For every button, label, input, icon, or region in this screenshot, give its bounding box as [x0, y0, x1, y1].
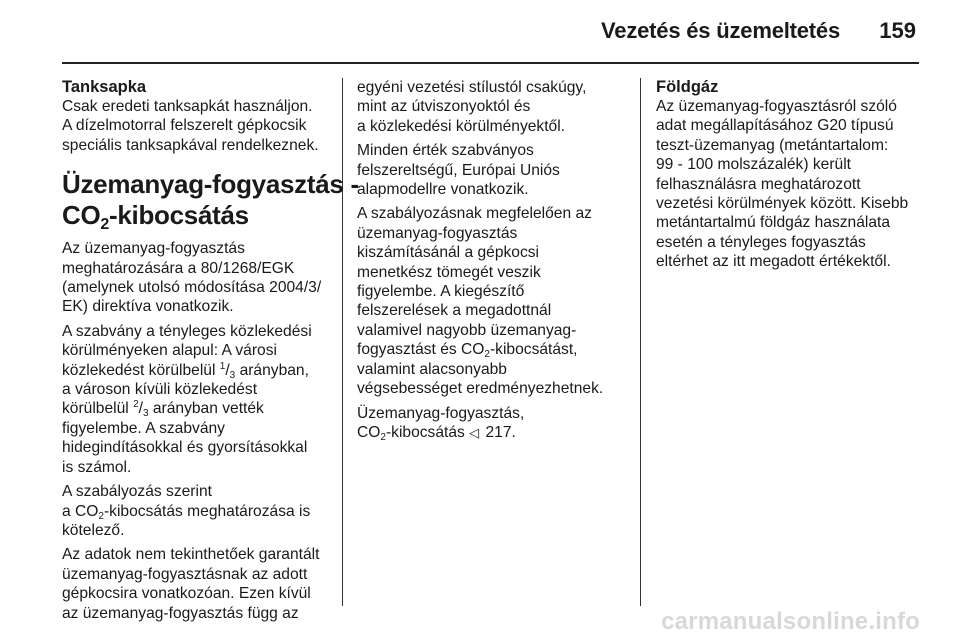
text-line: menetkész tömegét veszik [357, 263, 541, 281]
paragraph-values [357, 141, 627, 199]
paragraph-calculation [357, 204, 627, 398]
heading-co: CO [62, 200, 101, 231]
text-line: gépkocsira vonatkozóan. Ezen kívül [62, 585, 311, 603]
heading-line-1: Üzemanyag-fogyasztás - [62, 169, 359, 200]
text-line: üzemanyag-fogyasztásnak az adott [62, 565, 308, 583]
text-line: mint az útviszonyoktól és [357, 98, 531, 116]
site-watermark: carmanualsonline.info [661, 608, 920, 635]
text-line: Az adatok nem tekinthetőek garantált [62, 546, 320, 564]
text-line: is számol. [62, 458, 132, 476]
subscript: 2 [484, 349, 490, 361]
text-fragment: CO [357, 423, 381, 441]
column-divider-1 [342, 78, 343, 606]
text-line: felszerelések a megadottnál [357, 302, 552, 320]
text-line: Minden érték szabványos [357, 142, 534, 160]
fraction-slash: / [225, 361, 230, 379]
text-line: Üzemanyag-fogyasztás, [357, 404, 525, 422]
heading-rest: -kibocsátás [109, 200, 249, 231]
subscript: 2 [98, 510, 104, 522]
paragraph-cross-reference [357, 404, 627, 443]
text-line: Csak eredeti tanksapkát használjon. [62, 98, 313, 115]
column-3 [656, 78, 924, 277]
text-line: hidegindításokkal és gyorsításokkal [62, 439, 308, 457]
paragraph-regulation [62, 482, 334, 540]
header-divider [62, 62, 919, 64]
text-line [357, 341, 578, 361]
text-line: EK) direktíva vonatkozik. [62, 298, 234, 316]
paragraph-tanksapka [62, 97, 334, 155]
text-fragment: -kibocsátás meghatározása is [103, 502, 311, 520]
text-line: meghatározására a 80/1268/EGK [62, 259, 295, 277]
reference-page: 217. [481, 423, 516, 441]
text-line: A szabvány a tényleges közlekedési [62, 322, 312, 340]
subscript: 2 [380, 431, 386, 443]
text-line: eltérhet az itt megadott értékektől. [656, 253, 891, 271]
text-line: vezetési körülmények között. Kisebb [656, 195, 909, 213]
heading-subscript: 2 [100, 216, 110, 234]
text-line: A dízelmotorral felszerelt gépkocsik [62, 117, 307, 135]
text-line: valamivel nagyobb üzemanyag- [357, 321, 577, 339]
text-line: speciális tanksapkával rendelkeznek. [62, 136, 319, 154]
text-line: figyelembe. A kiegészítő [357, 283, 525, 301]
text-line: teszt-üzemanyag (metántartalom: [656, 136, 889, 154]
text-fragment: közlekedést körülbelül [62, 361, 220, 379]
text-line: Az üzemanyag-fogyasztás [62, 240, 245, 258]
text-fragment: a CO [62, 502, 99, 520]
text-line [62, 362, 309, 379]
text-fragment: arányban, [235, 361, 309, 379]
paragraph-continuation [357, 78, 627, 136]
cross-reference-link[interactable] [357, 424, 516, 441]
text-line: esetén a tényleges fogyasztás [656, 233, 866, 251]
fraction-slash: / [138, 400, 143, 418]
text-line: üzemanyag-fogyasztás [357, 224, 518, 242]
paragraph-disclaimer [62, 545, 334, 623]
page-reference-icon: ◁ [469, 424, 480, 440]
page-header-title: Vezetés és üzemeltetés [601, 18, 840, 43]
column-2 [357, 78, 627, 447]
text-line: adat megállapításához G20 típusú [656, 117, 894, 135]
fraction-numerator: 1 [219, 360, 226, 372]
text-fragment: arányban vették [148, 400, 264, 418]
text-line: kötelező. [62, 521, 125, 539]
text-line: alapmodellre vonatkozik. [357, 181, 529, 199]
text-line [62, 399, 264, 420]
column-divider-2 [640, 78, 641, 606]
text-line: az üzemanyag-fogyasztás függ az [62, 604, 299, 622]
text-line: a városon kívüli közlekedést [62, 381, 258, 399]
text-line: A szabályozás szerint [62, 483, 212, 501]
paragraph-standard [62, 322, 334, 477]
text-line: Az üzemanyag-fogyasztásról szóló [656, 98, 897, 115]
fraction-numerator: 2 [133, 399, 139, 411]
text-line: kiszámításánál a gépkocsi [357, 244, 540, 262]
section-heading-foldgaz: Földgáz [656, 78, 719, 96]
text-line: metántartalmú földgáz használata [656, 214, 891, 232]
text-fragment: körülbelül [62, 400, 134, 418]
text-line [62, 503, 310, 520]
text-fragment: -kibocsátást, [489, 341, 578, 359]
text-line: a közlekedési körülményektől. [357, 117, 566, 135]
text-line: (amelynek utolsó módosítása 2004/3/ [62, 279, 322, 297]
paragraph-natural-gas [656, 97, 924, 272]
section-heading-tanksapka: Tanksapka [62, 78, 147, 96]
text-line: felhasználásra meghatározott [656, 175, 861, 193]
text-line: 99 - 100 molszázalék) került [656, 156, 852, 174]
text-fragment: -kibocsátás [385, 423, 470, 441]
text-line: végsebességet eredményezhetnek. [357, 380, 604, 398]
text-line: figyelembe. A szabvány [62, 419, 225, 437]
paragraph-directive [62, 239, 334, 317]
text-line: valamint alacsonyabb [357, 360, 507, 378]
text-line: A szabályozásnak megfelelően az [357, 205, 592, 223]
section-heading-fuel-consumption [62, 169, 359, 234]
fraction-denominator: 3 [229, 369, 236, 381]
column-1 [62, 78, 359, 628]
text-line: körülményeken alapul: A városi [62, 342, 277, 360]
fraction-denominator: 3 [142, 408, 149, 420]
text-line: felszereltségű, Európai Uniós [357, 161, 560, 179]
page-number: 159 [879, 18, 916, 43]
text-fragment: fogyasztást és CO [357, 341, 485, 359]
text-line: egyéni vezetési stílustól csakúgy, [357, 79, 587, 96]
